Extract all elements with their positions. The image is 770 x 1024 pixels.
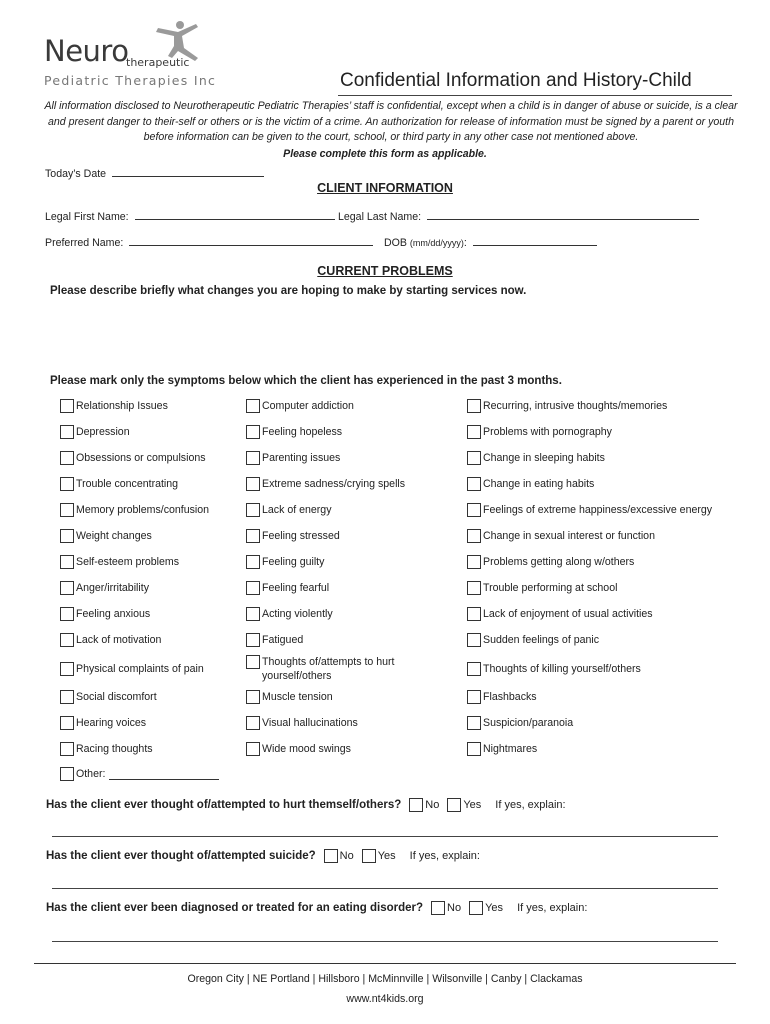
question-suicide-yes-label: Yes [377,850,396,862]
symptom-sudden-feelings-of-panic-label: Sudden feelings of panic [483,634,600,646]
question-suicide-yes-checkbox[interactable] [362,849,376,863]
logo-brand-main: Neuro [44,34,129,68]
symptom-feeling-guilty-label: Feeling guilty [262,556,325,568]
symptom-computer-addiction-checkbox[interactable] [246,399,260,413]
symptom-feeling-fearful-checkbox[interactable] [246,581,260,595]
symptom-fatigued [246,633,303,647]
symptom-change-in-sleeping-habits [467,451,605,465]
symptom-depression-label: Depression [76,426,130,438]
logo-figure-icon [150,18,214,62]
symptom-lack-of-motivation-checkbox[interactable] [60,633,74,647]
symptom-feeling-guilty-checkbox[interactable] [246,555,260,569]
symptom-physical-complaints-of-pain [60,662,204,676]
symptom-sudden-feelings-of-panic [467,633,599,647]
symptom-lack-of-energy-label: Lack of energy [262,504,332,516]
symptom-change-in-sexual-interest-or-function-checkbox[interactable] [467,529,481,543]
symptom-change-in-eating-habits-label: Change in eating habits [483,478,595,490]
legal-first-name-label: Legal First Name: [45,211,129,223]
symptom-recurring-intrusive-thoughts-memories-checkbox[interactable] [467,399,481,413]
symptom-self-esteem-problems-checkbox[interactable] [60,555,74,569]
symptom-trouble-performing-at-school-label: Trouble performing at school [483,582,618,594]
symptom-relationship-issues-label: Relationship Issues [76,400,168,412]
client-information-heading: CLIENT INFORMATION [317,181,453,195]
preferred-name-field[interactable] [129,234,373,246]
symptom-memory-problems-confusion [60,503,209,517]
footer-divider [34,963,736,964]
symptom-computer-addiction [246,399,354,413]
question-eating-disorder-text: Has the client ever been diagnosed or treated for an eating disorder? [46,902,424,914]
question-hurt-others-no-label: No [425,799,440,811]
symptom-feeling-hopeless [246,425,342,439]
symptom-hearing-voices-checkbox[interactable] [60,716,74,730]
symptom-feeling-fearful [246,581,329,595]
changes-prompt: Please describe briefly what changes you are hoping to make by starting services now. [50,285,527,297]
question-eating-disorder [46,901,587,915]
dob-field[interactable] [473,234,597,246]
symptom-feeling-hopeless-checkbox[interactable] [246,425,260,439]
symptom-acting-violently [246,607,333,621]
symptom-feeling-anxious-label: Feeling anxious [76,608,151,620]
symptom-feelings-of-extreme-happiness-excessive-energy-checkbox[interactable] [467,503,481,517]
symptom-feeling-guilty [246,555,324,569]
symptom-feeling-stressed [246,529,340,543]
symptom-parenting-issues-label: Parenting issues [262,452,341,464]
symptom-other-checkbox[interactable] [60,767,74,781]
symptom-wide-mood-swings-checkbox[interactable] [246,742,260,756]
symptom-computer-addiction-label: Computer addiction [262,400,354,412]
symptom-memory-problems-confusion-label: Memory problems/confusion [76,504,210,516]
preferred-name-row [45,234,373,249]
question-hurt-others-yes-label: Yes [463,799,482,811]
symptom-lack-of-enjoyment-of-usual-activities-checkbox[interactable] [467,607,481,621]
symptom-change-in-eating-habits [467,477,594,491]
symptom-nightmares [467,742,537,756]
symptom-other-label: Other: [76,768,106,780]
footer-website: www.nt4kids.org [346,993,424,1005]
symptom-suspicion-paranoia [467,716,573,730]
dob-colon: : [463,237,467,249]
logo-brand-small: therapeutic [126,56,190,69]
current-problems-heading: CURRENT PROBLEMS [317,264,453,278]
question-suicide-text: Has the client ever thought of/attempted suicide? [46,850,316,862]
symptom-racing-thoughts-label: Racing thoughts [76,743,153,755]
symptom-obsessions-or-compulsions-label: Obsessions or compulsions [76,452,206,464]
legal-last-name-label: Legal Last Name: [338,211,422,223]
todays-date-field[interactable] [112,165,264,177]
dob-label: DOB [384,237,407,249]
symptom-visual-hallucinations [246,716,358,730]
symptom-change-in-sexual-interest-or-function-label: Change in sexual interest or function [483,530,655,542]
symptom-trouble-concentrating-checkbox[interactable] [60,477,74,491]
symptom-recurring-intrusive-thoughts-memories-label: Recurring, intrusive thoughts/memories [483,400,668,412]
dob-format-hint: (mm/dd/yyyy) [409,238,464,248]
symptom-suspicion-paranoia-checkbox[interactable] [467,716,481,730]
symptom-physical-complaints-of-pain-checkbox[interactable] [60,662,74,676]
symptom-feeling-fearful-label: Feeling fearful [262,582,330,594]
question-eating-disorder-explain-field[interactable] [52,941,718,942]
question-hurt-others-no-checkbox[interactable] [409,798,423,812]
question-hurt-others-yes-checkbox[interactable] [447,798,461,812]
symptom-obsessions-or-compulsions-checkbox[interactable] [60,451,74,465]
symptom-lack-of-motivation-label: Lack of motivation [76,634,162,646]
symptom-nightmares-checkbox[interactable] [467,742,481,756]
symptom-problems-getting-along-w-others-checkbox[interactable] [467,555,481,569]
symptom-weight-changes [60,529,152,543]
symptom-trouble-performing-at-school-checkbox[interactable] [467,581,481,595]
question-suicide [46,849,480,863]
symptom-self-esteem-problems [60,555,179,569]
symptom-muscle-tension [246,690,333,704]
symptom-weight-changes-label: Weight changes [76,530,152,542]
symptom-change-in-eating-habits-checkbox[interactable] [467,477,481,491]
symptom-muscle-tension-label: Muscle tension [262,691,333,703]
symptom-obsessions-or-compulsions [60,451,206,465]
question-hurt-others-explain-label: If yes, explain: [495,799,566,811]
question-suicide-explain-field[interactable] [52,888,718,889]
symptom-thoughts-of-attempts-to-hurt-yourself-others-checkbox[interactable] [246,655,260,669]
symptom-extreme-sadness-crying-spells-label: Extreme sadness/crying spells [262,478,406,490]
symptom-wide-mood-swings [246,742,351,756]
symptom-lack-of-enjoyment-of-usual-activities-label: Lack of enjoyment of usual activities [483,608,653,620]
symptom-feeling-stressed-checkbox[interactable] [246,529,260,543]
symptom-trouble-performing-at-school [467,581,617,595]
symptoms-prompt: Please mark only the symptoms below which the client has experienced in the past 3 months. [50,375,562,387]
preferred-name-label: Preferred Name: [45,237,124,249]
symptom-lack-of-enjoyment-of-usual-activities [467,607,653,621]
logo-brand-subtitle: Pediatric Therapies Inc [44,73,217,88]
symptom-feelings-of-extreme-happiness-excessive-energy [467,503,712,517]
symptom-acting-violently-checkbox[interactable] [246,607,260,621]
todays-date-row [45,165,264,180]
symptom-problems-with-pornography-checkbox[interactable] [467,425,481,439]
symptom-self-esteem-problems-label: Self-esteem problems [76,556,180,568]
symptom-feelings-of-extreme-happiness-excessive-energy-label: Feelings of extreme happiness/excessive energy [483,504,713,516]
question-eating-disorder-yes-label: Yes [485,902,504,914]
symptom-thoughts-of-killing-yourself-others-label: Thoughts of killing yourself/others [483,663,641,675]
symptom-flashbacks-label: Flashbacks [483,691,537,703]
symptom-anger-irritability [60,581,149,595]
footer-locations: Oregon City | NE Portland | Hillsboro | McMinnville | Wilsonville | Canby | Clackamas [187,973,583,985]
changes-response-area[interactable] [50,302,730,368]
symptom-recurring-intrusive-thoughts-memories [467,399,667,413]
symptom-problems-with-pornography-label: Problems with pornography [483,426,612,438]
todays-date-label: Today’s Date [45,168,107,180]
title-divider [338,95,732,96]
symptom-social-discomfort [60,690,157,704]
symptom-lack-of-energy [246,503,332,517]
symptom-muscle-tension-checkbox[interactable] [246,690,260,704]
symptom-acting-violently-label: Acting violently [262,608,333,620]
symptom-relationship-issues [60,399,168,413]
symptom-change-in-sleeping-habits-label: Change in sleeping habits [483,452,605,464]
symptom-suspicion-paranoia-label: Suspicion/paranoia [483,717,574,729]
symptom-depression [60,425,130,439]
symptom-parenting-issues [246,451,340,465]
symptom-memory-problems-confusion-checkbox[interactable] [60,503,74,517]
symptom-thoughts-of-attempts-to-hurt-yourself-others-label: Thoughts of/attempts to hurt yourself/others [262,656,395,682]
symptom-visual-hallucinations-label: Visual hallucinations [262,717,358,729]
symptom-other-field[interactable] [109,768,219,780]
symptom-anger-irritability-label: Anger/irritability [76,582,150,594]
symptom-feeling-hopeless-label: Feeling hopeless [262,426,343,438]
question-hurt-others [46,798,566,812]
symptom-depression-checkbox[interactable] [60,425,74,439]
question-suicide-explain-label: If yes, explain: [409,850,480,862]
question-suicide-no-label: No [339,850,354,862]
symptom-fatigued-label: Fatigued [262,634,304,646]
symptom-visual-hallucinations-checkbox[interactable] [246,716,260,730]
symptom-extreme-sadness-crying-spells [246,477,405,491]
symptom-social-discomfort-label: Social discomfort [76,691,157,703]
form-instruction: Please complete this form as applicable. [283,148,487,160]
legal-last-name-row [338,208,699,223]
symptom-wide-mood-swings-label: Wide mood swings [262,743,351,755]
symptom-racing-thoughts [60,742,153,756]
question-eating-disorder-no-checkbox[interactable] [431,901,445,915]
page-title: Confidential Information and History-Child [340,70,692,91]
symptom-anger-irritability-checkbox[interactable] [60,581,74,595]
symptom-change-in-sexual-interest-or-function [467,529,655,543]
question-eating-disorder-no-label: No [447,902,462,914]
symptom-flashbacks [467,690,537,704]
question-hurt-others-text: Has the client ever thought of/attempted to hurt themself/others? [46,799,402,811]
symptom-social-discomfort-checkbox[interactable] [60,690,74,704]
symptom-feeling-anxious [60,607,150,621]
symptom-flashbacks-checkbox[interactable] [467,690,481,704]
symptom-other [60,767,219,781]
symptom-trouble-concentrating [60,477,178,491]
symptom-hearing-voices-label: Hearing voices [76,717,147,729]
symptom-problems-getting-along-w-others [467,555,634,569]
legal-last-name-field[interactable] [427,208,699,220]
symptom-parenting-issues-checkbox[interactable] [246,451,260,465]
symptom-extreme-sadness-crying-spells-checkbox[interactable] [246,477,260,491]
symptom-lack-of-energy-checkbox[interactable] [246,503,260,517]
symptom-fatigued-checkbox[interactable] [246,633,260,647]
symptom-feeling-anxious-checkbox[interactable] [60,607,74,621]
legal-first-name-row [45,208,335,223]
symptom-problems-getting-along-w-others-label: Problems getting along w/others [483,556,635,568]
symptom-feeling-stressed-label: Feeling stressed [262,530,340,542]
question-suicide-no-checkbox[interactable] [324,849,338,863]
symptom-physical-complaints-of-pain-label: Physical complaints of pain [76,663,204,675]
symptom-thoughts-of-attempts-to-hurt-yourself-others [246,655,432,683]
symptom-racing-thoughts-checkbox[interactable] [60,742,74,756]
symptom-hearing-voices [60,716,146,730]
question-eating-disorder-yes-checkbox[interactable] [469,901,483,915]
symptom-relationship-issues-checkbox[interactable] [60,399,74,413]
symptom-weight-changes-checkbox[interactable] [60,529,74,543]
dob-row [384,234,597,249]
question-hurt-others-explain-field[interactable] [52,836,718,837]
legal-first-name-field[interactable] [135,208,335,220]
symptom-lack-of-motivation [60,633,161,647]
symptom-nightmares-label: Nightmares [483,743,538,755]
symptom-change-in-sleeping-habits-checkbox[interactable] [467,451,481,465]
question-eating-disorder-explain-label: If yes, explain: [517,902,588,914]
symptom-thoughts-of-killing-yourself-others-checkbox[interactable] [467,662,481,676]
confidentiality-notice: All information disclosed to Neurotherapeutic Pediatric Therapies’ staff is confidential, except when a child is in danger of abuse or suicide, is a clear and present danger to their-self or others or is the victim of a crime. An authorization for release of information must be signed by a parent or youth before information can be given to the court, school, or third party in any other case not mentioned above. [44,100,738,143]
symptom-thoughts-of-killing-yourself-others [467,662,641,676]
symptom-problems-with-pornography [467,425,612,439]
symptom-trouble-concentrating-label: Trouble concentrating [76,478,179,490]
symptom-sudden-feelings-of-panic-checkbox[interactable] [467,633,481,647]
